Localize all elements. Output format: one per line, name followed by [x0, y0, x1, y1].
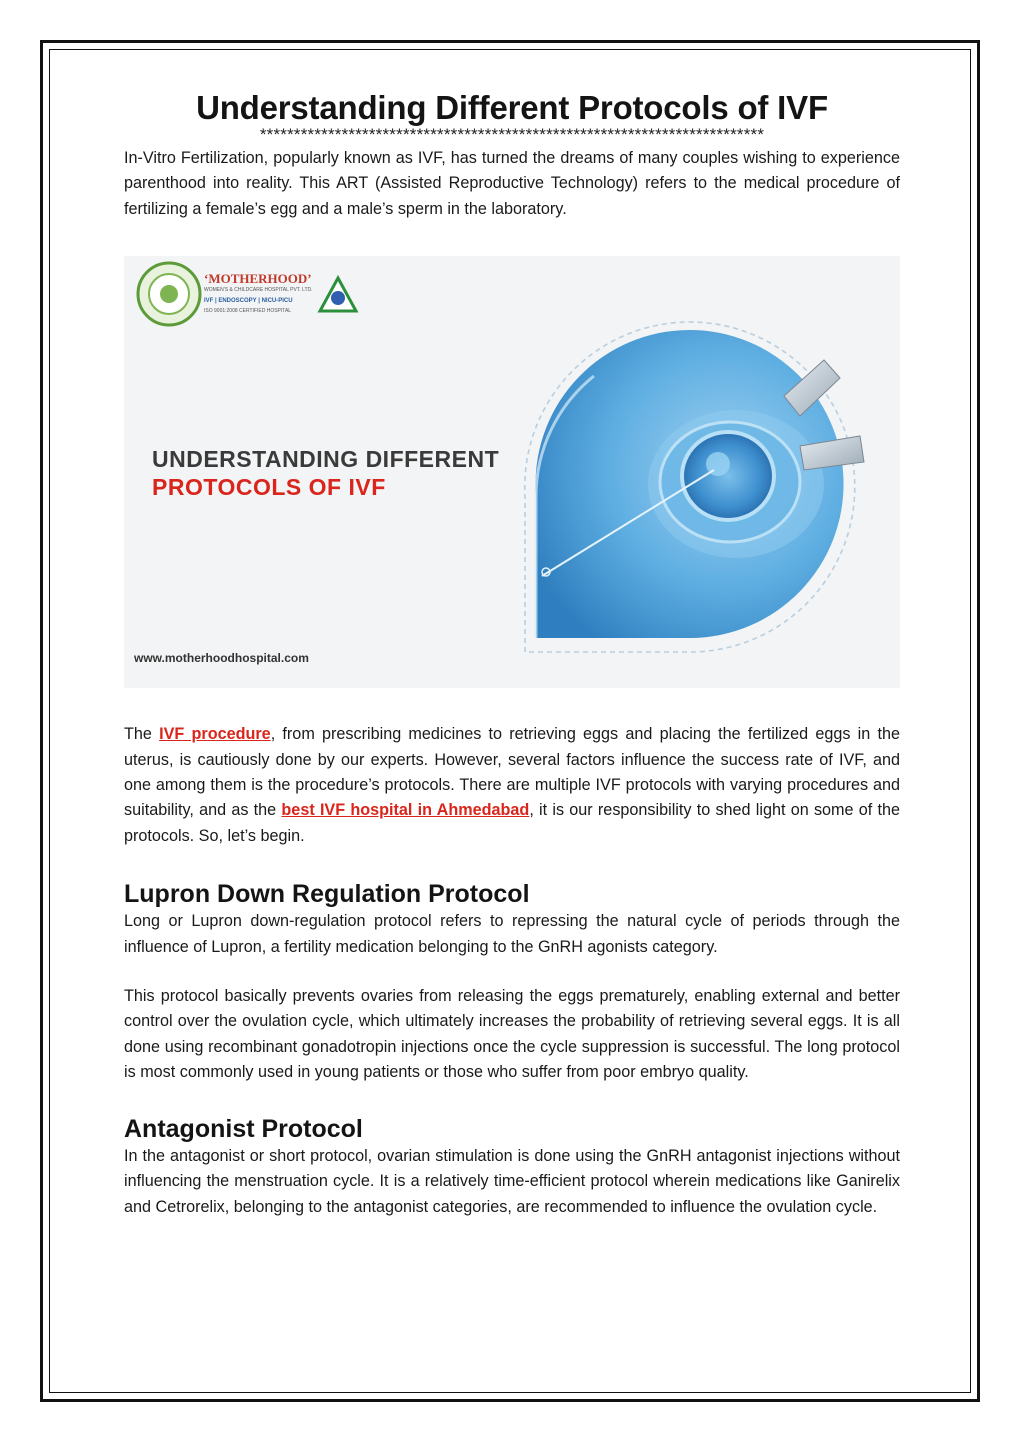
hero-logo-iso: ISO 9001:2008 CERTIFIED HOSPITAL [204, 308, 292, 315]
best-ivf-hospital-link[interactable]: best IVF hospital in Ahmedabad [281, 801, 530, 820]
antagonist-paragraph: In the antagonist or short protocol, ovarian stimulation is done using the GnRH antagonist injections without influencing the menstruation cycle. It is a relatively time-efficient protocol wherein medications like Ganirelix and Cetrorelix, belonging to the antagonist categories, are recommended to influence the ovulation cycle. [124, 1146, 900, 1216]
hero-website: www.motherhoodhospital.com [134, 651, 309, 666]
procedure-text-2: , from prescribing medicines to retrieving eggs and placing the fertilized eggs in the uterus, is cautiously done by our experts. However, several factors influence the success rate of IVF, and one among them is the procedure’s protocols. There are multiple IVF protocols with varying procedures and suitability, and as the [124, 725, 900, 820]
section-heading-antagonist: Antagonist Protocol [124, 1114, 363, 1143]
hero-logo-name: ‘MOTHERHOOD’ [204, 271, 312, 287]
section-heading-lupron: Lupron Down Regulation Protocol [124, 880, 530, 909]
hero-logo-services: IVF | ENDOSCOPY | NICU-PICU [204, 298, 293, 305]
ivf-procedure-link[interactable]: IVF procedure [159, 725, 271, 744]
hero-image [124, 256, 900, 688]
lupron-paragraph-1: Long or Lupron down-regulation protocol refers to repressing the natural cycle of periods through the influence of Lupron, a fertility medication belonging to the GnRH agonists category. [124, 912, 900, 956]
hero-headline-line1: UNDERSTANDING DIFFERENT [152, 446, 500, 473]
hero-logo-subtitle: WOMEN’S & CHILDCARE HOSPITAL PVT. LTD. [204, 287, 313, 294]
procedure-text-3: , it is our responsibility to shed light on some of the protocols. So, let’s begin. [124, 801, 901, 845]
page-title: Understanding Different Protocols of IVF [196, 89, 828, 126]
procedure-paragraph [124, 722, 900, 849]
intro-paragraph: In-Vitro Fertilization, popularly known as IVF, has turned the dreams of many couples wishing to experience parenthood into reality. This ART (Assisted Reproductive Technology) refers to the medical procedure of fertilizing a female’s egg and a male’s sperm in the laboratory. [124, 149, 900, 218]
lupron-paragraph-2: This protocol basically prevents ovaries from releasing the eggs prematurely, enabling external and better control over the ovulation cycle, which ultimately increases the probability of retrieving several eggs. It is all done using recombinant gonadotropin injections once the cycle suppression is successful. The long protocol is most commonly used in young patients or those who suffer from poor embryo quality. [124, 987, 900, 1082]
document-body [124, 88, 900, 1220]
hero-headline-line2: PROTOCOLS OF IVF [152, 474, 386, 501]
title-divider: ************************************************************************** [259, 128, 765, 144]
hospital-logo-icon [138, 263, 200, 325]
procedure-text-1: The [124, 725, 160, 744]
